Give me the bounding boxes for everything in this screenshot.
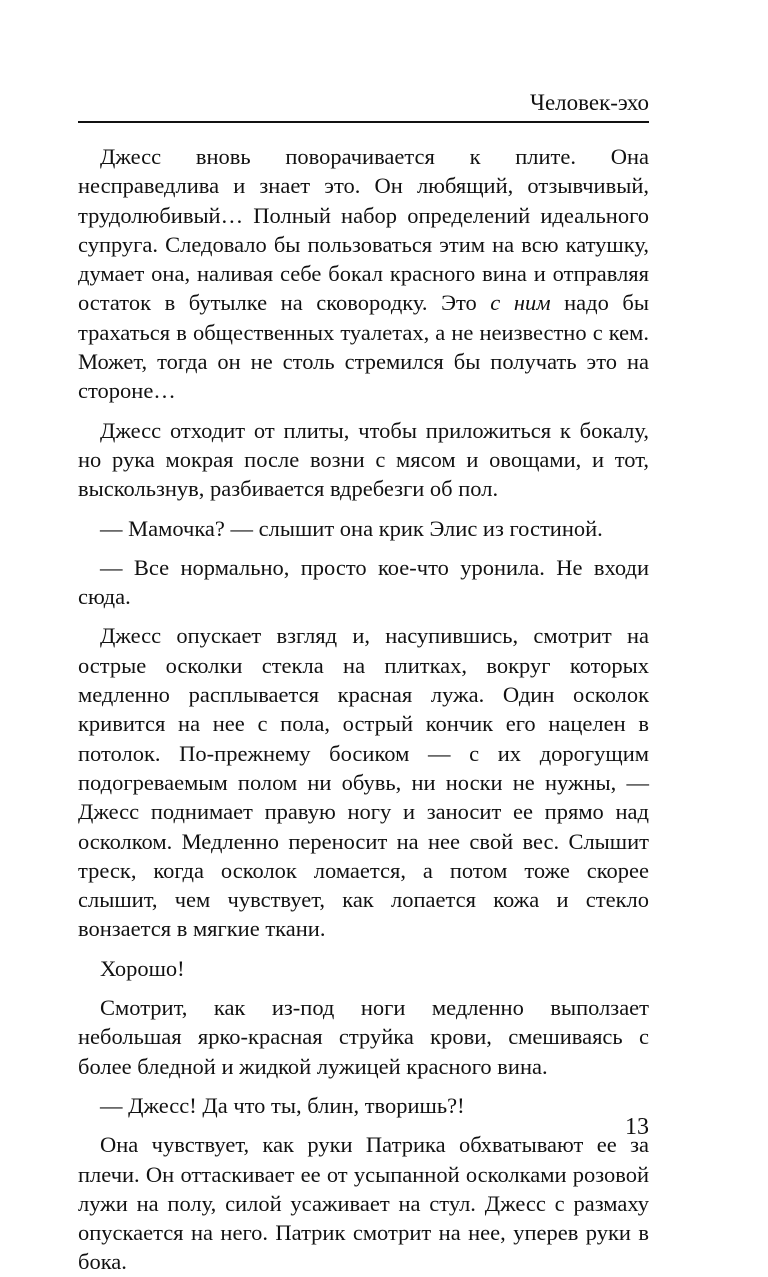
paragraph: Она чувствует, как руки Патрика обхватывают ее за плечи. Он оттаскивает ее от усыпанной осколками розовой лужи на полу, силой усаживает на стул. Джесс с размаху опускается на него. Патрик смотрит на нее, уперев руки в бока.: [78, 1132, 649, 1275]
paragraph: [78, 142, 649, 406]
paragraph: Джесс опускает взгляд и, насупившись, смотрит на острые осколки стекла на плитках, вокруг которых медленно расплывается красная лужа. Один осколок кривится на нее с пола, острый кончик его нацелен в потолок. По-прежнему босиком — с их дорогущим подогреваемым полом ни обувь, ни носки не нужны, — Джесс поднимает правую ногу и заносит ее прямо над осколком. Медленно переносит на нее свой вес. Слышит треск, когда осколок ломается, а потом тоже скорее слышит, чем чувствует, как лопается кожа и стекло вонзается в мягкие ткани.: [78, 623, 649, 942]
dialogue-line: — Мамочка? — слышит она крик Элис из гостиной.: [100, 515, 603, 541]
paragraph: Хорошо!: [100, 955, 185, 981]
body-text: [78, 142, 649, 1277]
paragraph-text: Джесс вновь поворачивается к плите. Она несправедлива и знает это. Он любящий, отзывчивый, трудолюбивый… Полный набор определений идеального супруга. Следовало бы пользоваться этим на всю катушку, думает она, наливая себе бокал красного вина и отправляя остаток в бутылке на сковородку. Это: [78, 144, 649, 316]
dialogue-line: — Все нормально, просто кое-что уронила. Не входи сюда.: [78, 554, 649, 610]
italic-emphasis: с ним: [490, 290, 551, 316]
page-number: 13: [625, 1114, 649, 1140]
header-rule: [78, 121, 649, 123]
running-title: Человек-эхо: [530, 90, 649, 115]
paragraph-text: надо бы трахаться в общественных туалетах, а не неизвестно с кем. Может, тогда он не столь стремился бы получать это на стороне…: [78, 290, 649, 404]
dialogue-line: — Джесс! Да что ты, блин, творишь?!: [100, 1092, 465, 1118]
paragraph: Смотрит, как из-под ноги медленно выползает небольшая ярко-красная струйка крови, смешиваясь с более бледной и жидкой лужицей красного вина.: [78, 995, 649, 1079]
paragraph: Джесс отходит от плиты, чтобы приложиться к бокалу, но рука мокрая после возни с мясом и овощами, и тот, выскользнув, разбивается вдребезги об пол.: [78, 417, 649, 502]
